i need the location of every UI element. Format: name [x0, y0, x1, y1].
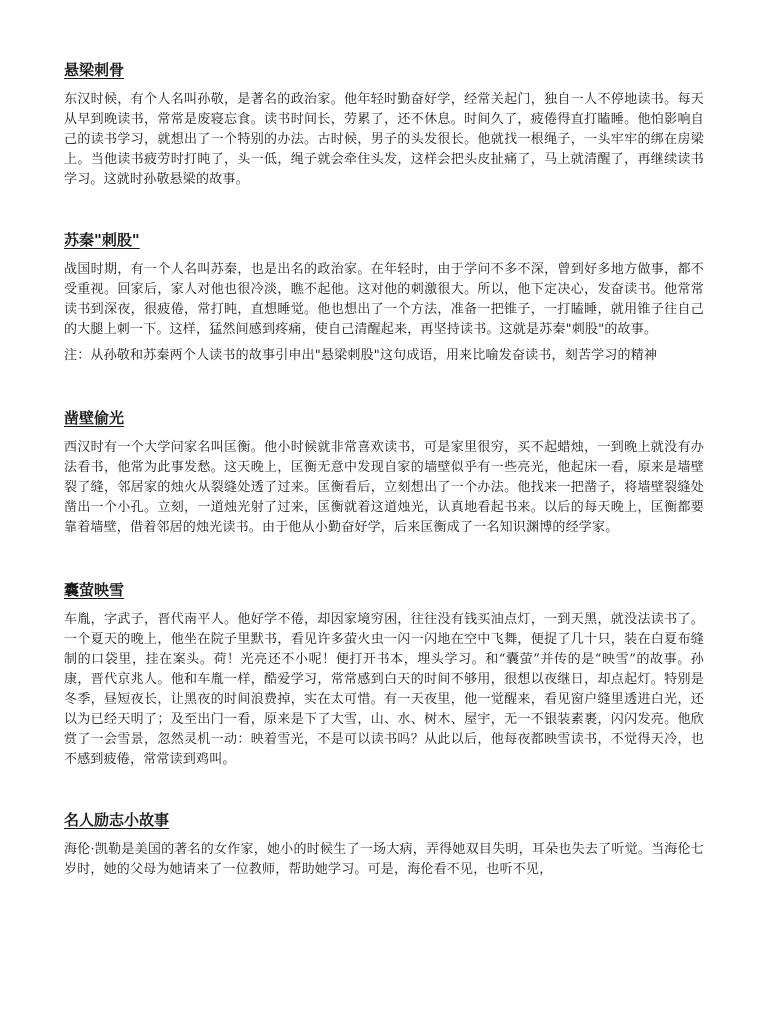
story-section-zaobi-touguang — [64, 408, 704, 538]
document-page — [64, 60, 704, 880]
section-paragraph: 西汉时有一个大学问家名叫匡衡。他小时候就非常喜欢读书，可是家里很穷，买不起蜡烛，一到晚上就没有办法看书，他常为此事发愁。这天晚上，匡衡无意中发现自家的墙壁似乎有一些亮光，他起床一看，原来是墙壁裂了缝，邻居家的烛火从裂缝处透了过来。匡衡看后，立刻想出了一个办法。他找来一把凿子，将墙壁裂缝处凿出一个小孔。立刻，一道烛光射了过来，匡衡就着这道烛光，认真地看起书来。以后的每天晚上，匡衡都要靠着墙壁，借着邻居的烛光读书。由于他从小勤奋好学，后来匡衡成了一名知识渊博的经学家。 — [64, 440, 704, 535]
story-section-suqin-cigu — [64, 230, 704, 366]
section-heading: 名人励志小故事 — [64, 811, 170, 829]
section-heading: 囊萤映雪 — [64, 581, 125, 599]
section-paragraph: 东汉时候，有个人名叫孙敬，是著名的政治家。他年轻时勤奋好学，经常关起门，独自一人不停地读书。每天从早到晚读书，常常是废寝忘食。读书时间长，劳累了，还不休息。时间久了，疲倦得直打瞌睡。他怕影响自己的读书学习，就想出了一个特别的办法。古时候，男子的头发很长。他就找一根绳子，一头牢牢的绑在房梁上。当他读书疲劳时打盹了，头一低，绳子就会牵住头发，这样会把头皮扯痛了，马上就清醒了，再继续读书学习。这就时孙敬悬梁的故事。 — [64, 92, 704, 187]
section-heading: 悬梁刺骨 — [64, 61, 125, 79]
story-section-nangying-yingxue — [64, 580, 704, 770]
section-paragraph: 战国时期，有一个人名叫苏秦，也是出名的政治家。在年轻时，由于学问不多不深，曾到好多地方做事，都不受重视。回家后，家人对他也很冷淡，瞧不起他。这对他的刺激很大。所以，他下定决心，发奋读书。他常常读书到深夜，很疲倦，常打盹，直想睡觉。他也想出了一个方法，准备一把锥子，一打瞌睡，就用锥子往自己的大腿上刺一下。这样，猛然间感到疼痛，使自己清醒起来，再坚持读书。这就是苏秦"刺股"的故事。 — [64, 262, 704, 337]
section-paragraph: 车胤，字武子，晋代南平人。他好学不倦，却因家境穷困，往往没有钱买油点灯，一到天黑，就没法读书了。一个夏天的晚上，他坐在院子里默书，看见许多萤火虫一闪一闪地在空中飞舞，便捉了几十只，装在白夏布缝制的口袋里，挂在案头。荷！光亮还不小呢！便打开书本，埋头学习。和“囊萤”并传的是“映雪”的故事。孙康，晋代京兆人。他和车胤一样，酷爱学习，常常感到白天的时间不够用，很想以夜继日，却点起灯。特别是冬季，昼短夜长，让黑夜的时间浪费掉，实在太可惜。有一天夜里，他一觉醒来，看见窗户缝里透进白光，还以为已经天明了；及至出门一看，原来是下了大雪，山、水、树木、屋宇，无一不银装素裹，闪闪发亮。他欣赏了一会雪景，忽然灵机一动：映着雪光，不是可以读书吗？从此以后，他每夜都映雪读书，不觉得天冷，也不感到疲倦，常常读到鸡叫。 — [64, 612, 704, 767]
section-note: 注：从孙敬和苏秦两个人读书的故事引申出"悬梁刺股"这句成语，用来比喻发奋读书，刻苦学习的精神 — [64, 348, 658, 363]
story-section-xuanliang-cigu — [64, 60, 704, 190]
section-heading: 凿壁偷光 — [64, 409, 125, 427]
story-section-famous-inspirational — [64, 810, 704, 880]
section-heading: 苏秦"刺股" — [64, 231, 140, 249]
section-paragraph: 海伦·凯勒是美国的著名的女作家，她小的时候生了一场大病，弄得她双目失明，耳朵也失去了听觉。当海伦七岁时，她的父母为她请来了一位教师，帮助她学习。可是，海伦看不见，也听不见， — [64, 842, 704, 877]
